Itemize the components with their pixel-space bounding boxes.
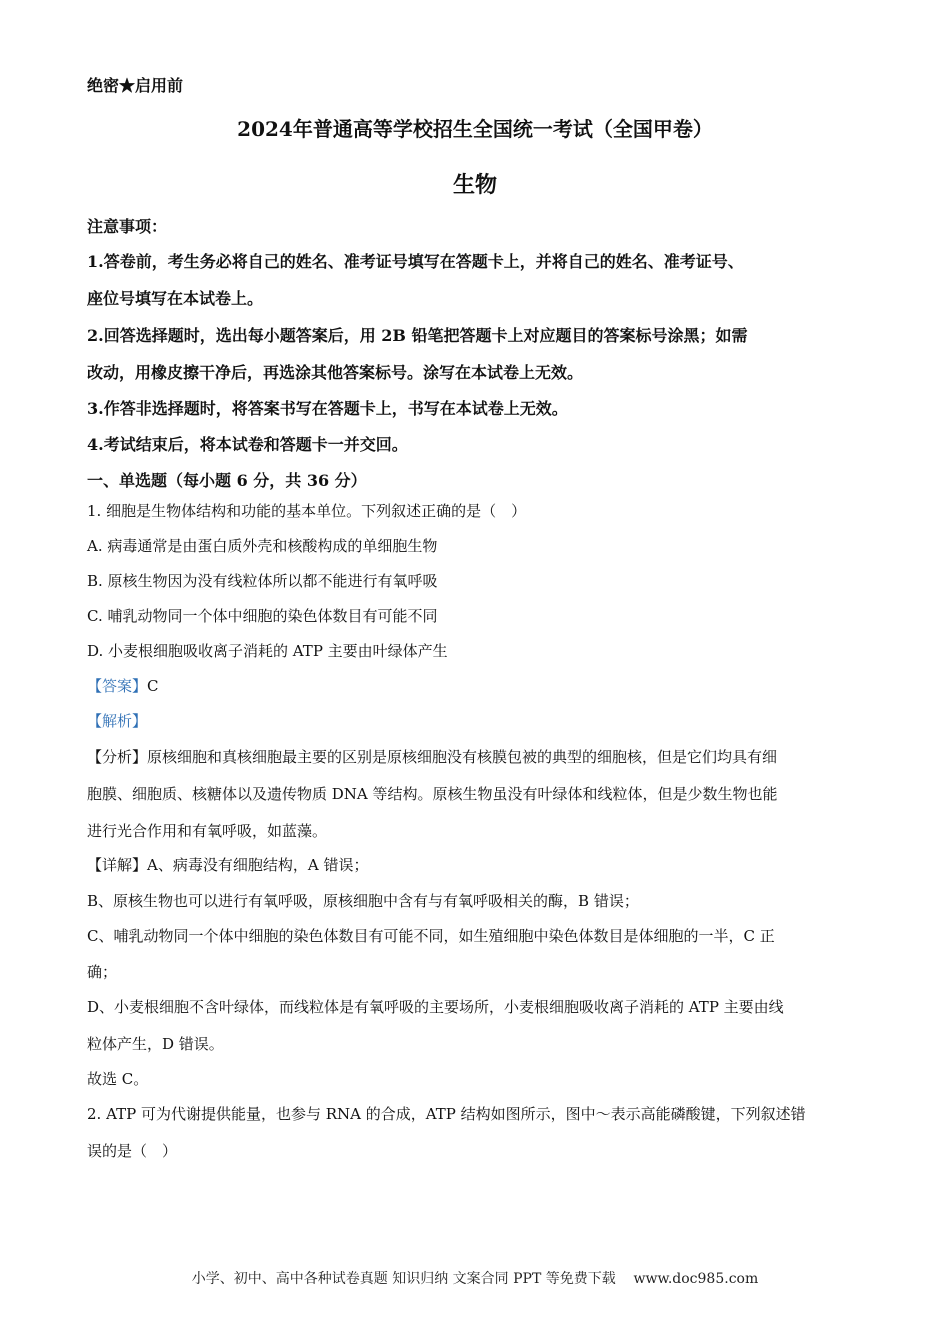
xiangjie-tag: 【详解】 xyxy=(87,856,148,874)
q1-option-d: D. 小麦根细胞吸收离子消耗的 ATP 主要由叶绿体产生 xyxy=(87,642,448,660)
note-2-line-2: 改动，用橡皮擦干净后，再选涂其他答案标号。涂写在本试卷上无效。 xyxy=(87,363,584,382)
fenxi-line-1 xyxy=(87,747,877,767)
answer-tag: 【答案】 xyxy=(87,677,148,695)
fenxi-tag: 【分析】 xyxy=(87,748,148,766)
section-1-heading: 一、单选题（每小题 6 分，共 36 分） xyxy=(87,471,367,490)
page-footer xyxy=(0,1269,950,1289)
subject-title: 生物 xyxy=(452,172,497,198)
xiangjie-line-d2: 粒体产生，D 错误。 xyxy=(87,1035,224,1053)
xiangjie-line-b: B、原核生物也可以进行有氧呼吸，原核细胞中含有与有氧呼吸相关的酶，B 错误； xyxy=(87,892,639,910)
xiangjie-line-c2: 确； xyxy=(87,963,118,981)
exam-title: 2024年普通高等学校招生全国统一考试（全国甲卷） xyxy=(237,117,713,141)
q1-option-c: C. 哺乳动物同一个体中细胞的染色体数目有可能不同 xyxy=(87,607,438,625)
note-1-line-1: 1.答卷前，考生务必将自己的姓名、准考证号填写在答题卡上，并将自己的姓名、准考证号、 xyxy=(87,252,744,271)
xiangjie-line-c1: C、哺乳动物同一个体中细胞的染色体数目有可能不同，如生殖细胞中染色体数目是体细胞的一半，C 正 xyxy=(87,927,775,945)
note-3: 3.作答非选择题时，将答案书写在答题卡上，书写在本试卷上无效。 xyxy=(87,399,568,418)
q1-answer xyxy=(87,676,877,696)
footer-site-link[interactable]: www.doc985.com xyxy=(633,1271,759,1287)
analysis-tag: 【解析】 xyxy=(87,712,148,730)
xiangjie-line-a xyxy=(87,855,877,875)
notes-heading: 注意事项： xyxy=(87,217,168,236)
note-2-line-1: 2.回答选择题时，选出每小题答案后，用 2B 铅笔把答题卡上对应题目的答案标号涂黑；如需 xyxy=(87,326,748,345)
fenxi-line-3: 进行光合作用和有氧呼吸，如蓝藻。 xyxy=(87,822,328,840)
xiangjie-line-d1: D、小麦根细胞不含叶绿体，而线粒体是有氧呼吸的主要场所，小麦根细胞吸收离子消耗的 ATP 主要由线 xyxy=(87,998,784,1016)
fenxi-text-1: 原核细胞和真核细胞最主要的区别是原核细胞没有核膜包被的典型的细胞核，但是它们均具有细 xyxy=(147,748,778,766)
q1-option-a: A. 病毒通常是由蛋白质外壳和核酸构成的单细胞生物 xyxy=(87,537,438,555)
q2-stem-line-2: 误的是（ ） xyxy=(87,1142,178,1160)
q2-stem-line-1: 2. ATP 可为代谢提供能量，也参与 RNA 的合成，ATP 结构如图所示，图中～表示高能磷酸键，下列叙述错 xyxy=(87,1105,806,1123)
answer-value: C xyxy=(147,677,159,695)
footer-text: 小学、初中、高中各种试卷真题 知识归纳 文案合同 PPT 等免费下载 xyxy=(191,1271,616,1287)
note-4: 4.考试结束后，将本试卷和答题卡一并交回。 xyxy=(87,435,408,454)
xiangjie-a-text: A、病毒没有细胞结构，A 错误； xyxy=(147,856,369,874)
fenxi-line-2: 胞膜、细胞质、核糖体以及遗传物质 DNA 等结构。原核生物虽没有叶绿体和线粒体，但是少数生物也能 xyxy=(87,785,778,803)
secret-label: 绝密★启用前 xyxy=(87,76,184,95)
q1-stem: 1. 细胞是生物体结构和功能的基本单位。下列叙述正确的是（ ） xyxy=(87,502,527,520)
q1-option-b: B. 原核生物因为没有线粒体所以都不能进行有氧呼吸 xyxy=(87,572,438,590)
note-1-line-2: 座位号填写在本试卷上。 xyxy=(87,289,264,308)
q1-conclusion: 故选 C。 xyxy=(87,1070,149,1088)
